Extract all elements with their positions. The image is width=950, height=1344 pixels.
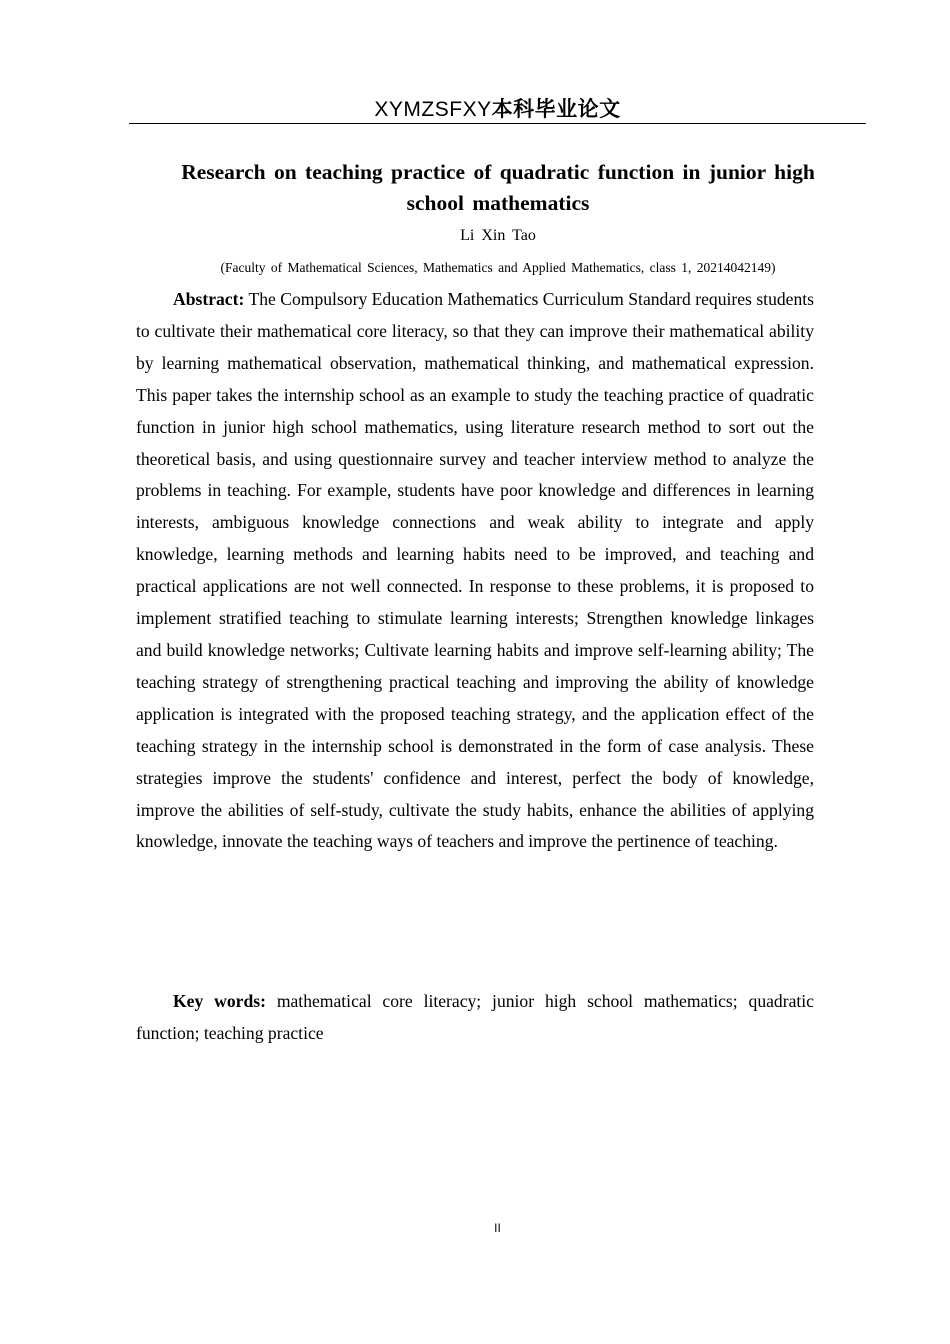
abstract-text: The Compulsory Education Mathematics Curriculum Standard requires students to cultivate their mathematical core literacy, so that they can improve their mathematical ability by learning mathematical observation, mathematical thinking, and mathematical expression. This paper takes the internship school as an example to study the teaching practice of quadratic function in junior high school mathematics, using literature research method to sort out the theoretical basis, and using questionnaire survey and teacher interview method to analyze the problems in teaching. For example, students have poor knowledge and differences in learning interests, ambiguous knowledge connections and weak ability to integrate and apply knowledge, learning methods and learning habits need to be improved, and teaching and practical applications are not well connected. In response to these problems, it is proposed to implement stratified teaching to stimulate learning interests; Strengthen knowledge linkages and build knowledge networks; Cultivate learning habits and improve self-learning ability; The teaching strategy of strengthening practical teaching and improving the ability of knowledge application is integrated with the proposed teaching strategy, and the application effect of the teaching strategy in the internship school is demonstrated in the form of case analysis. These strategies improve the students' confidence and interest, perfect the body of knowledge, improve the abilities of self-study, cultivate the study habits, enhance the abilities of applying knowledge, innovate the teaching ways of teachers and improve the pertinence of teaching. bbox=[136, 289, 815, 852]
page-number: II bbox=[494, 1221, 501, 1235]
header-thesis-label: 本科毕业论文 bbox=[491, 97, 621, 121]
abstract-paragraph bbox=[136, 284, 814, 858]
author-name: Li Xin Tao bbox=[460, 227, 536, 244]
author-affiliation: (Faculty of Mathematical Sciences, Mathematics and Applied Mathematics, class 1, 20214042149) bbox=[220, 260, 776, 275]
keywords-text: mathematical core literacy; junior high school mathematics; quadratic function; teaching practice bbox=[136, 991, 814, 1043]
header-institution-code: XYMZSFXY bbox=[374, 98, 492, 121]
abstract-label: Abstract: bbox=[173, 289, 245, 309]
keywords-label: Key words: bbox=[173, 991, 266, 1011]
running-header bbox=[129, 96, 866, 123]
keywords-paragraph bbox=[136, 986, 814, 1050]
paper-title: Research on teaching practice of quadratic function in junior high school mathematics bbox=[181, 160, 815, 215]
header-divider bbox=[129, 123, 866, 124]
